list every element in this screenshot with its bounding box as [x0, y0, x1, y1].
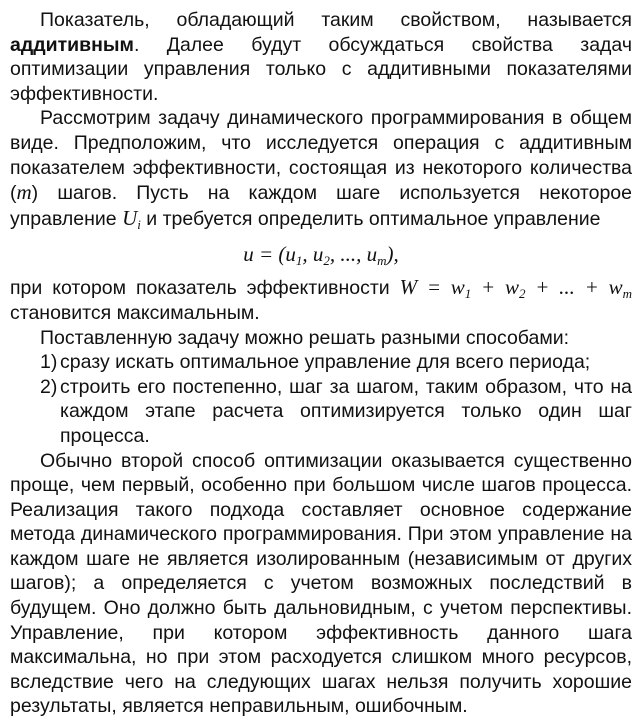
formula-subscript: 1	[296, 253, 303, 268]
formula-W	[400, 275, 632, 299]
variable-U-i	[122, 206, 141, 230]
list-item-text: строить его постепенно, шаг за шагом, таким образом, что на каждом этапе расчета оптимизируется только один шаг процесса.	[60, 376, 632, 447]
paragraph-text: ) шагов. Пусть на каждом шаге используется некоторое управление	[10, 182, 632, 230]
paragraph-text: . Далее будут обсуждаться свойства задач оптимизации управления только с аддитивными показателями эффективности.	[10, 34, 632, 105]
methods-list	[10, 350, 632, 448]
list-item-number: 1)	[40, 350, 57, 375]
formula-part: + w	[471, 275, 519, 299]
variable-m: m	[17, 180, 32, 204]
formula-subscript: m	[623, 286, 632, 301]
formula-subscript: 2	[323, 253, 330, 268]
formula-part: + ... + w	[525, 275, 622, 299]
paragraph-problem-statement	[10, 106, 632, 231]
list-item	[10, 375, 632, 449]
formula-subscript: 2	[519, 286, 526, 301]
list-item-text: сразу искать оптимальное управление для всего периода;	[60, 351, 590, 373]
formula-part: W = w	[400, 275, 465, 299]
paragraph-dynamic-programming: Обычно второй способ оптимизации оказывается существенно проще, чем первый, особенно при большом числе шагов процесса. Реализация такого подхода составляет основное содержание метода динамического программирования. При этом управление на каждом шаге не является изолированным (независимым от других шагов); а определяется с учетом возможных последствий в будущем. Оно должно быть дальновидным, с учетом перспективы. Управление, при котором эффективность данного шага максимальна, но при этом расходуется слишком много ресурсов, вследствие чего на следующих шагах нельзя получить хорошие результаты, является неправильным, ошибочным.	[10, 449, 632, 719]
paragraph-methods-intro: Поставленную задачу можно решать разными способами:	[10, 326, 632, 351]
paragraph-text: становится максимальным.	[10, 302, 260, 324]
formula-part: u = (u	[243, 242, 296, 266]
paragraph-additive-definition	[10, 8, 632, 106]
formula-subscript: 1	[465, 286, 472, 301]
formula-control-vector	[10, 240, 632, 268]
paragraph-text: Показатель, обладающий таким свойством, называется	[40, 9, 632, 31]
paragraph-efficiency-formula	[10, 275, 632, 325]
formula-subscript: m	[377, 253, 386, 268]
paragraph-text: при котором показатель эффективности	[10, 277, 400, 299]
variable-U: U	[122, 206, 137, 230]
formula-part: , u	[302, 242, 323, 266]
formula-part: , ..., u	[330, 242, 377, 266]
paragraph-text: Рассмотрим задачу динамического программирования в общем виде. Предположим, что исследуется операция с аддитивным показателем эффективности, состоящая из некоторого количества (	[10, 107, 632, 204]
term-additive: аддитивным	[10, 34, 134, 56]
paragraph-text: и требуется определить оптимальное управление	[141, 208, 601, 230]
formula-part: ),	[387, 242, 399, 266]
list-item-number: 2)	[40, 375, 57, 400]
subscript-i: i	[137, 217, 141, 232]
list-item	[10, 350, 632, 375]
